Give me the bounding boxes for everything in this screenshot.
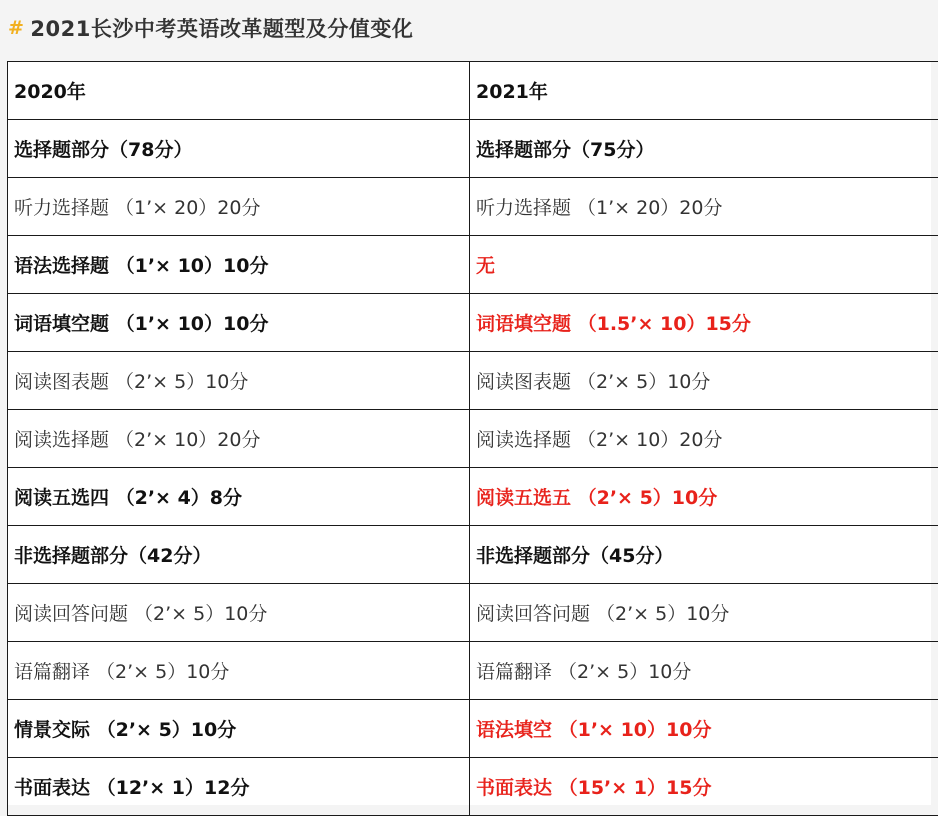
cell-2020: 情景交际 （2’× 5）10分 [8, 700, 470, 758]
heading-title: 2021长沙中考英语改革题型及分值变化 [30, 13, 413, 43]
score-comparison-table [7, 61, 938, 816]
table-row [8, 294, 938, 352]
table-row [8, 642, 938, 700]
cell-2021-changed: 阅读五选五 （2’× 5）10分 [470, 468, 938, 526]
hash-icon: # [8, 17, 24, 39]
cell-2020: 非选择题部分（42分） [8, 526, 470, 584]
cell-2020: 阅读五选四 （2’× 4）8分 [8, 468, 470, 526]
table-body [8, 62, 938, 816]
cell-2021: 阅读选择题 （2’× 10）20分 [470, 410, 938, 468]
table-row [8, 120, 938, 178]
cell-2021-changed: 语法填空 （1’× 10）10分 [470, 700, 938, 758]
cell-2020: 选择题部分（78分） [8, 120, 470, 178]
cell-2021-changed: 书面表达 （15’× 1）15分 [470, 758, 938, 816]
cell-2020: 阅读选择题 （2’× 10）20分 [8, 410, 470, 468]
cell-2021: 2021年 [470, 62, 938, 120]
cell-2021: 阅读回答问题 （2’× 5）10分 [470, 584, 938, 642]
section-heading [8, 12, 413, 44]
cell-2020: 2020年 [8, 62, 470, 120]
cell-2021-changed: 词语填空题 （1.5’× 10）15分 [470, 294, 938, 352]
cell-2020: 书面表达 （12’× 1）12分 [8, 758, 470, 816]
cell-2020: 语法选择题 （1’× 10）10分 [8, 236, 470, 294]
table-row [8, 236, 938, 294]
cell-2021: 听力选择题 （1’× 20）20分 [470, 178, 938, 236]
cell-2021: 阅读图表题 （2’× 5）10分 [470, 352, 938, 410]
table-row [8, 178, 938, 236]
cell-2020: 阅读图表题 （2’× 5）10分 [8, 352, 470, 410]
cell-2020: 阅读回答问题 （2’× 5）10分 [8, 584, 470, 642]
table-row [8, 410, 938, 468]
score-table-container [7, 61, 931, 805]
table-row [8, 62, 938, 120]
table-row [8, 584, 938, 642]
cell-2021-changed: 无 [470, 236, 938, 294]
cell-2020: 听力选择题 （1’× 20）20分 [8, 178, 470, 236]
table-row [8, 700, 938, 758]
table-row [8, 468, 938, 526]
cell-2021: 语篇翻译 （2’× 5）10分 [470, 642, 938, 700]
table-row [8, 526, 938, 584]
cell-2021: 非选择题部分（45分） [470, 526, 938, 584]
cell-2020: 语篇翻译 （2’× 5）10分 [8, 642, 470, 700]
table-row [8, 352, 938, 410]
cell-2021: 选择题部分（75分） [470, 120, 938, 178]
cell-2020: 词语填空题 （1’× 10）10分 [8, 294, 470, 352]
